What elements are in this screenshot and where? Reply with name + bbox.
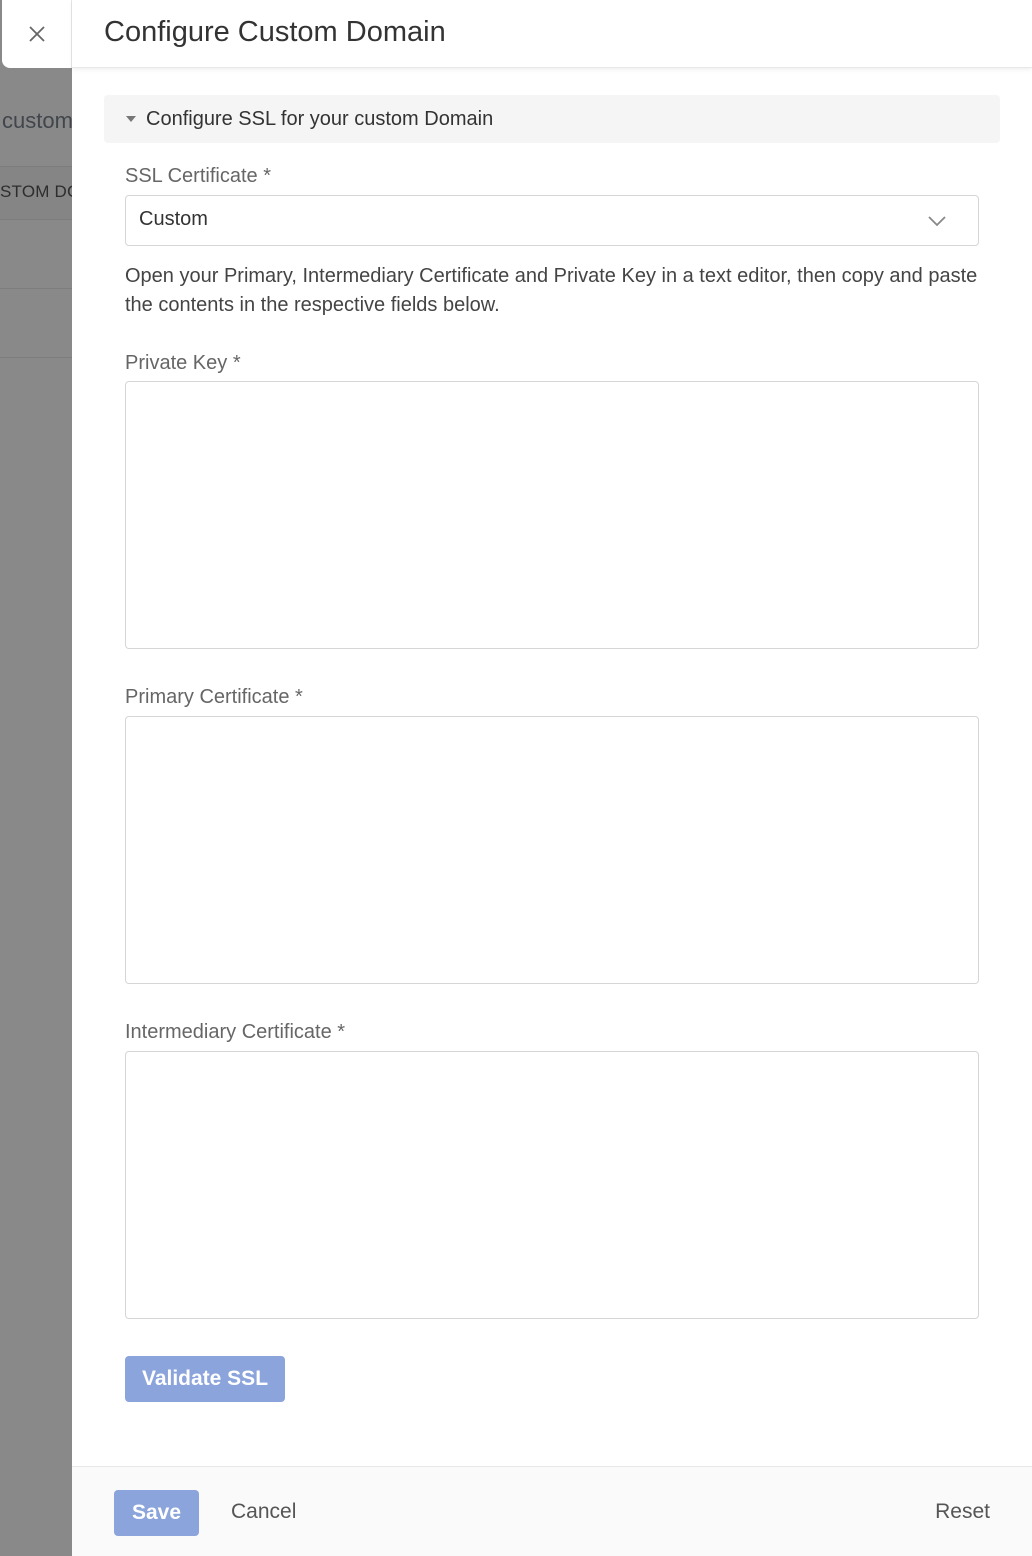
ssl-section-label: Configure SSL for your custom Domain	[146, 107, 494, 130]
private-key-textarea[interactable]	[125, 381, 979, 649]
ssl-section-toggle[interactable]	[104, 95, 1000, 143]
intermediary-certificate-textarea[interactable]	[125, 1051, 979, 1319]
ssl-certificate-select[interactable]	[125, 195, 979, 246]
drawer-header	[72, 0, 1032, 68]
ssl-certificate-value: Custom	[139, 208, 208, 230]
caret-down-icon	[126, 116, 136, 122]
help-text: Open your Primary, Intermediary Certificate and Private Key in a text editor, then copy and paste the contents in the respective fields below.	[125, 265, 978, 316]
close-button[interactable]	[2, 0, 72, 68]
drawer-footer	[72, 1466, 1032, 1556]
private-key-label: Private Key *	[125, 352, 241, 374]
intermediary-certificate-label: Intermediary Certificate *	[125, 1021, 346, 1043]
ssl-certificate-label: SSL Certificate *	[125, 165, 271, 187]
validate-ssl-button[interactable]: Validate SSL	[125, 1356, 285, 1402]
primary-certificate-textarea[interactable]	[125, 716, 979, 984]
chevron-down-icon	[926, 210, 948, 232]
drawer-title: Configure Custom Domain	[104, 16, 446, 48]
configure-domain-drawer	[72, 0, 1032, 1556]
save-button[interactable]: Save	[114, 1490, 199, 1536]
reset-button[interactable]: Reset	[935, 1500, 990, 1523]
primary-certificate-label: Primary Certificate *	[125, 686, 303, 708]
close-icon	[27, 24, 47, 44]
cancel-button[interactable]: Cancel	[231, 1500, 297, 1523]
